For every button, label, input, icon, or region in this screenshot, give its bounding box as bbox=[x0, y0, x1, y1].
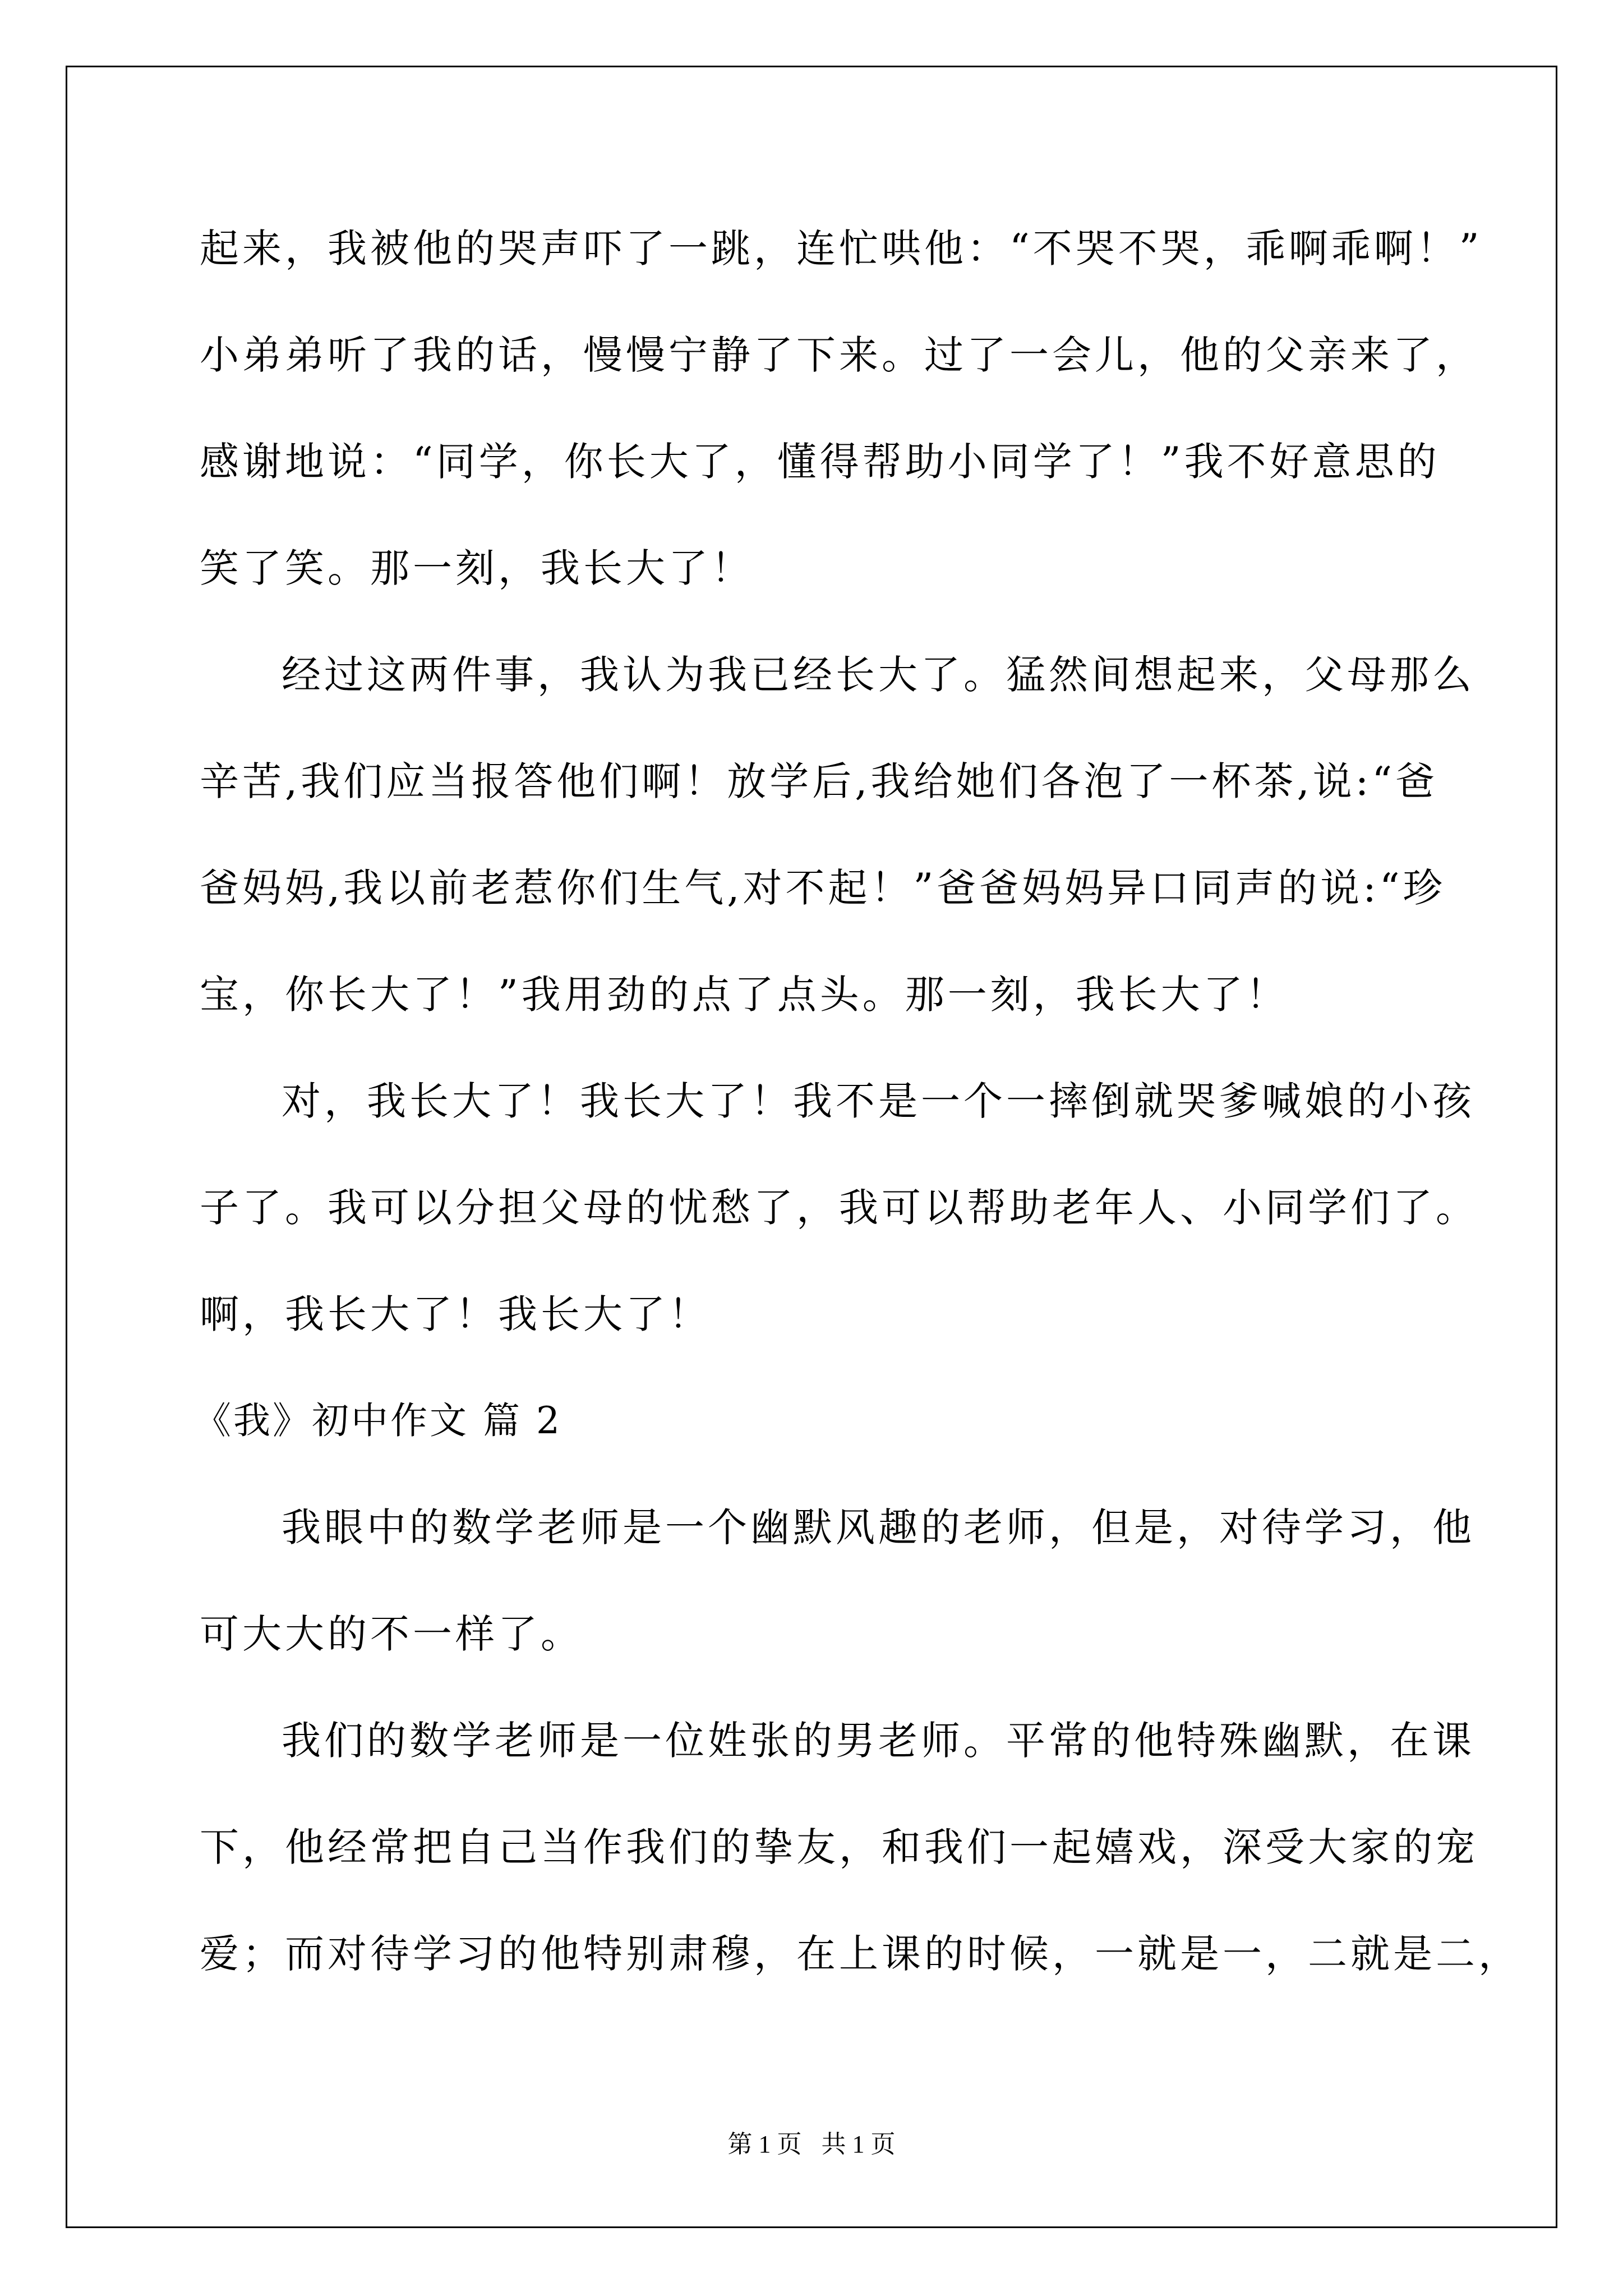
page-total: 共 1 页 bbox=[821, 2131, 896, 2158]
document-body bbox=[194, 195, 1521, 2007]
paragraph-first-line: 我眼中的数学老师是一个幽默风趣的老师，但是，对待学习，他 bbox=[282, 1504, 1475, 1550]
text-line: 子了。我可以分担父母的忧愁了，我可以帮助老年人、小同学们了。 bbox=[200, 1185, 1478, 1231]
paragraph-first-line: 我们的数学老师是一位姓张的男老师。平常的他特殊幽默，在课 bbox=[282, 1718, 1475, 1764]
text-line: 爱；而对待学习的他特别肃穆，在上课的时候，一就是一，二就是二， bbox=[200, 1931, 1521, 1977]
text-line: 啊，我长大了！我长大了！ bbox=[200, 1291, 711, 1337]
text-line: 可大大的不一样了。 bbox=[200, 1611, 583, 1657]
page-footer bbox=[0, 2129, 1623, 2160]
text-line: 起来，我被他的哭声吓了一跳，连忙哄他：“不哭不哭，乖啊乖啊！” bbox=[200, 226, 1483, 272]
paragraph-first-line: 对，我长大了！我长大了！我不是一个一摔倒就哭爹喊娘的小孩 bbox=[282, 1078, 1475, 1124]
text-line: 宝，你长大了！”我用劲的点了点头。那一刻，我长大了！ bbox=[200, 972, 1289, 1018]
paragraph-first-line: 经过这两件事，我认为我已经长大了。猛然间想起来，父母那么 bbox=[282, 652, 1475, 698]
text-line: 下，他经常把自己当作我们的挚友，和我们一起嬉戏，深受大家的宠 bbox=[200, 1824, 1478, 1870]
text-line: 爸妈妈,我以前老惹你们生气,对不起！”爸爸妈妈异口同声的说:“珍 bbox=[200, 865, 1446, 911]
section-heading: 《我》初中作文 篇 2 bbox=[194, 1399, 562, 1442]
page-number: 第 1 页 bbox=[727, 2131, 802, 2158]
text-line: 笑了笑。那一刻，我长大了！ bbox=[200, 545, 754, 591]
text-line: 小弟弟听了我的话，慢慢宁静了下来。过了一会儿，他的父亲来了， bbox=[200, 332, 1478, 378]
text-line: 辛苦,我们应当报答他们啊！放学后,我给她们各泡了一杯茶,说:“爸 bbox=[200, 758, 1438, 804]
text-line: 感谢地说：“同学，你长大了，懂得帮助小同学了！”我不好意思的 bbox=[200, 439, 1440, 485]
